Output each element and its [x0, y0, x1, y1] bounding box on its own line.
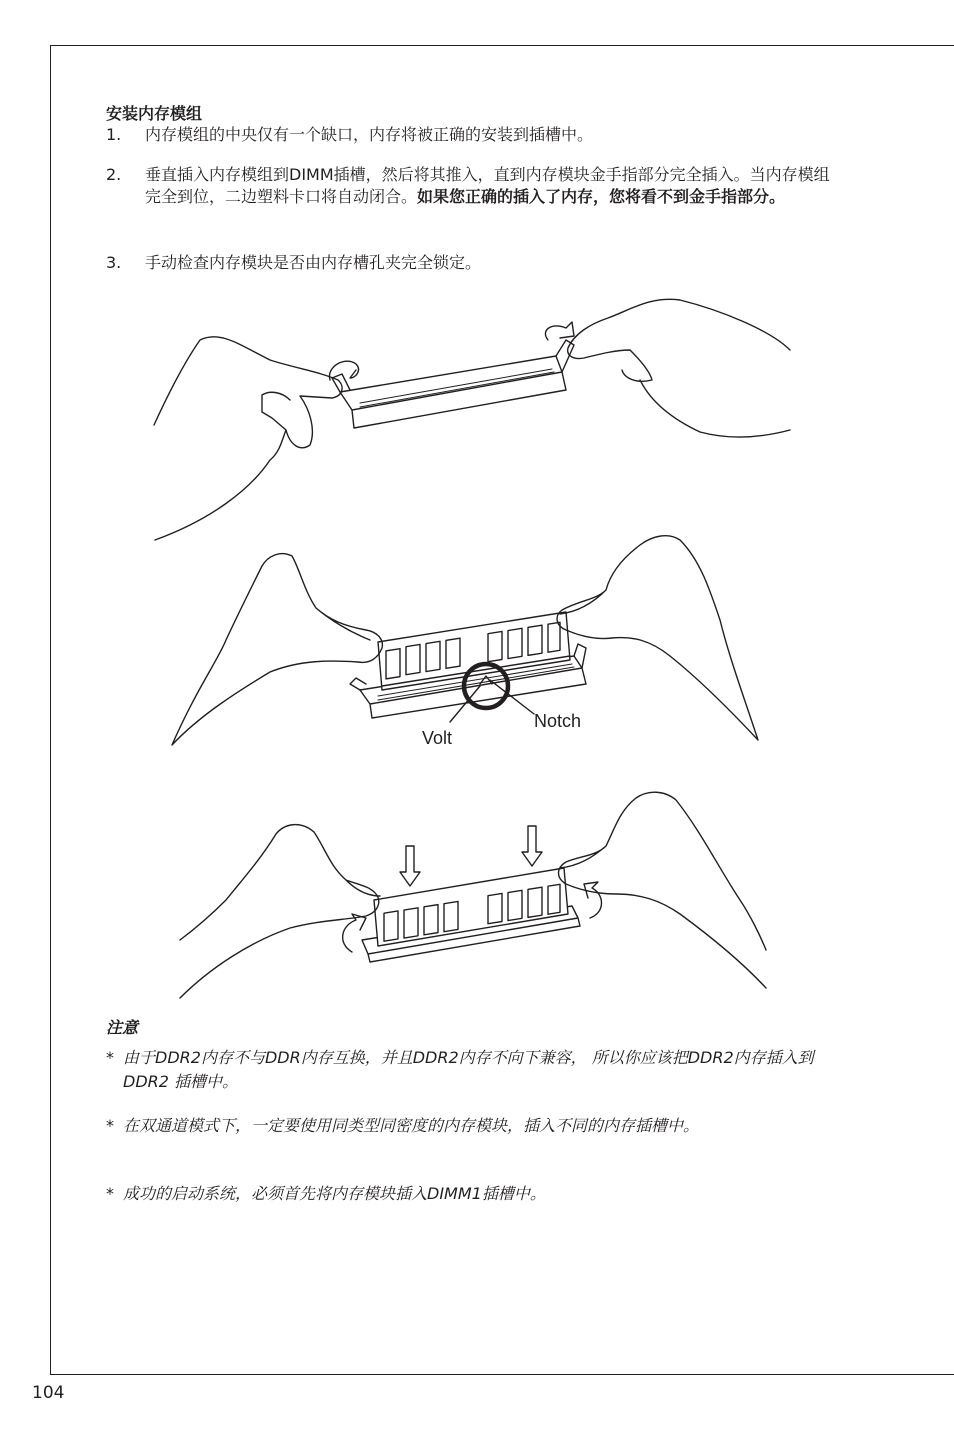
memory-chip: [404, 908, 418, 938]
right-hand: [557, 536, 758, 740]
memory-chip: [508, 890, 522, 920]
rotate-arrow-icon: [343, 914, 366, 952]
memory-chip: [488, 893, 502, 923]
memory-chip: [406, 644, 420, 674]
note-bullet: *: [106, 1184, 114, 1203]
step-number: 3.: [106, 253, 122, 272]
right-hand: [559, 792, 767, 988]
memory-chip: [386, 649, 400, 679]
note-text: 在双通道模式下，一定要使用同类型同密度的内存模块，插入不同的内存插槽中。: [123, 1116, 700, 1135]
memory-chip: [508, 628, 522, 658]
memory-chip: [528, 887, 542, 917]
rotate-arrow-icon: [545, 322, 574, 340]
memory-chip: [488, 631, 502, 661]
left-hand: [154, 337, 342, 540]
step-text: 垂直插入内存模组到DIMM插槽，然后将其推入，直到内存模块金手指部分完全插入。当内存模组完全到位，二边塑料卡口将自动闭合。: [145, 165, 830, 206]
page-number: 104: [32, 1383, 65, 1403]
note-text: 由于DDR2内存不与DDR内存互换，并且DDR2内存不向下兼容， 所以你应该把DDR2内存插入到 DDR2 插槽中。: [123, 1048, 814, 1091]
section-heading: 安装内存模组: [106, 104, 203, 123]
note-bullet: *: [106, 1048, 114, 1067]
note-item: [106, 1046, 836, 1094]
left-hand: [180, 825, 380, 998]
step-bold-text: 如果您正确的插入了内存，您将看不到金手指部分。: [417, 187, 786, 206]
volt-label: Volt: [422, 728, 453, 748]
figure-press-down: [180, 792, 766, 998]
notes-heading: 注意: [106, 1018, 139, 1037]
slot-clip-left: [350, 678, 366, 690]
note-bullet: *: [106, 1116, 114, 1135]
memory-chip: [548, 622, 560, 652]
step-number: 2.: [106, 165, 122, 184]
memory-chip: [384, 911, 398, 941]
notch-leader-line: [490, 680, 534, 714]
step-text: 内存模组的中央仅有一个缺口，内存将被正确的安装到插槽中。: [145, 125, 594, 144]
rotate-arrow-icon: [584, 882, 602, 918]
note-item: [106, 1114, 836, 1138]
memory-chip: [424, 905, 438, 935]
step-text: 手动检查内存模块是否由内存槽孔夹完全锁定。: [145, 253, 482, 272]
step-number: 1.: [106, 125, 122, 144]
memory-chip: [446, 638, 460, 668]
left-hand: [172, 554, 382, 745]
figure-align-notch: [172, 536, 758, 748]
down-arrow-icon: [522, 826, 542, 866]
dimm-slot: [340, 356, 566, 428]
memory-chip: [444, 901, 458, 931]
note-item: [106, 1182, 836, 1206]
notch-label: Notch: [534, 711, 582, 731]
right-hand: [568, 299, 790, 437]
memory-chip: [528, 625, 542, 655]
memory-chip: [426, 641, 440, 671]
figure-open-slot: [154, 299, 790, 540]
note-text: 成功的启动系统，必须首先将内存模块插入DIMM1插槽中。: [123, 1184, 546, 1203]
memory-chip: [548, 884, 560, 914]
down-arrow-icon: [400, 846, 420, 886]
